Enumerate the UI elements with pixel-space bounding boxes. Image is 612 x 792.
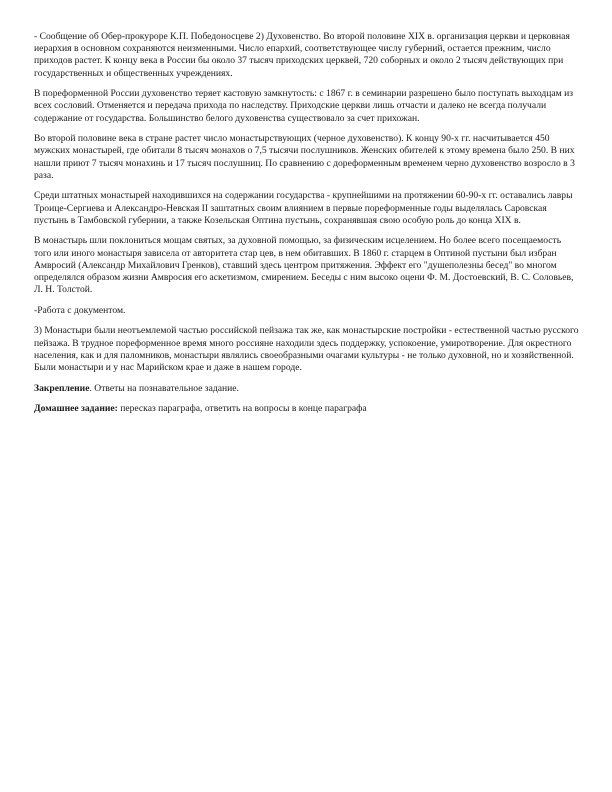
document-page (34, 31, 580, 424)
paragraph-homework (34, 403, 580, 415)
paragraph-consolidation (34, 383, 580, 395)
consolidation-label: Закрепление (34, 382, 90, 394)
paragraph-monasticism: Во второй половине века в стране растет число монастырствующих (черное духовенство). К концу 90-х гг. насчитывается 450 мужских монастырей, где обитали 8 тысяч монахов о 7,5 тысячи послушников. Женских обителей к этому времена было 250. В них нашли приют 7 тысяч монахинь и 17 тысяч послушниц. По сравнению с дореформенным временем черно духовенство возросло в 3 раза. (34, 133, 575, 181)
paragraph-monasteries-culture: 3) Монастыри были неотъемлемой частью российской пейзажа так же, как монастырские постройки - естественной частью русского пейзажа. В трудное пореформенное время много россияне находили здесь поддержку, успокоение, умиротворение. Для окрестного населения, как и для паломников, монастыри являлись своеобразными очагами культуры - не только духовной, но и хозяйственной. Были монастыри и у нас Марийском крае и даже в нашем городе. (34, 325, 579, 374)
paragraph-state-monasteries: Среди штатных монастырей находившихся на содержании государства - крупнейшими на протяжении 60-90-х гг. оставались лавры Троице-Сергиева и Александро-Невская II заштатных своим влиянием в первые пореформенные годы выделялась Саровская пустынь в Тамбовской губернии, а также Козельская Оптина пустынь, сохранявшая свою особую роль до конца XIX в. (34, 190, 573, 226)
consolidation-text: . Ответы на познавательное задание. (89, 382, 239, 394)
paragraph-document-work: -Работа с документом. (34, 304, 126, 316)
homework-label: Домашнее задание: (34, 403, 118, 415)
paragraph-postreform-clergy: В пореформенной России духовенство теряет кастовую замкнутость: с 1867 г. в семинарии разрешено было поступать выходцам из всех сословий. Отменяется и передача прихода по наследству. Приходские церкви лишь отчасти и далеко не всегда получали содержание от государства. Большинство белого духовенства существовало за счет прихожан. (34, 88, 574, 124)
paragraph-clergy-intro: - Сообщение об Обер-прокуроре К.П. Победоносцеве 2) Духовенство. Во второй половине XIX в. организация церкви и церковная иерархия в основном сохраняются неизменными. Число епархий, соответствующее числу губерний, остается прежним, число приходов растет. К концу века в России бы около 37 тысяч приходских церквей, 720 соборных и около 2 тысяч действующих при государственных и общественных учреждениях. (34, 31, 570, 79)
homework-text: пересказ параграфа, ответить на вопросы в конце параграфа (117, 403, 367, 415)
paragraph-pilgrimage: В монастырь шли поклониться мощам святых, за духовной помощью, за физическим исцелением. Но более всего посещаемость того или иного монастыря зависела от авторитета стар цев, в нем обитавших. В 1860 г. старцем в Оптиной пустыни был избран Амвросий (Александр Михайлович Гренков), ставший здесь центром притяжения. Эффект его "душеполезны бесед" во многом определялся образом жизни Амвросия его аскетизмом, смирением. Беседы с ним высоко оцени Ф. М. Достоевский, В. С. Соловьев, Л. Н. Толстой. (34, 235, 574, 296)
